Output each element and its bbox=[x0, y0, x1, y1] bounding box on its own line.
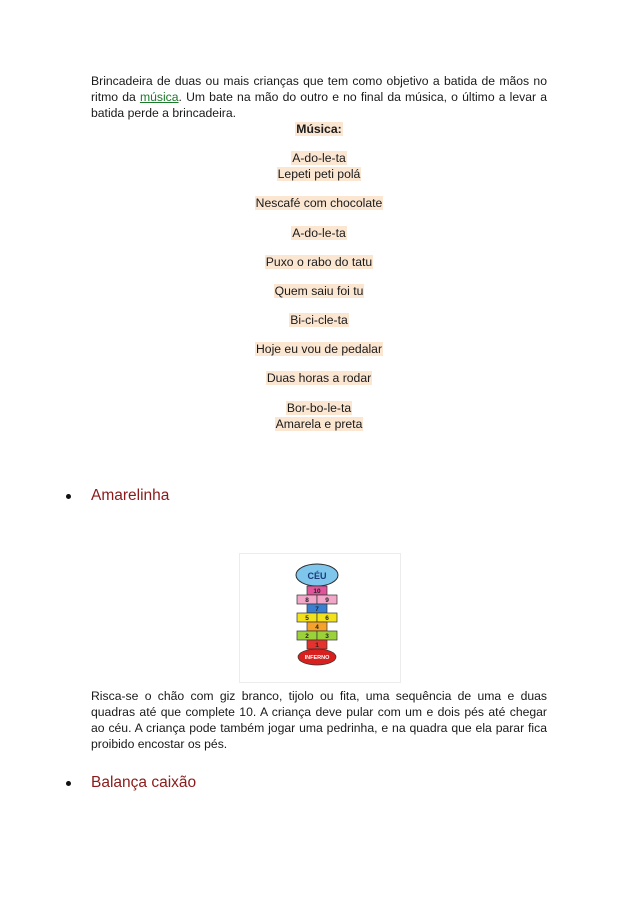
song-line: Bor-bo-le-ta bbox=[286, 401, 352, 415]
song-line: A-do-le-ta bbox=[292, 151, 346, 165]
section-heading: Balança caixão bbox=[91, 774, 197, 791]
section-heading: Amarelinha bbox=[91, 487, 170, 504]
song-line: Amarela e preta bbox=[275, 417, 363, 431]
section-balanca-caixao bbox=[66, 774, 196, 792]
sky-label: CÉU bbox=[307, 571, 327, 581]
song-line: Bi-ci-cle-ta bbox=[290, 313, 348, 327]
music-link[interactable]: música bbox=[139, 90, 179, 104]
square-number: 7 bbox=[315, 606, 319, 613]
square-number: 8 bbox=[305, 597, 309, 604]
hopscotch-image bbox=[239, 553, 401, 683]
square-number: 4 bbox=[315, 624, 319, 631]
song-line: Quem saiu foi tu bbox=[274, 284, 364, 298]
intro-text-before: Brincadeira de duas ou mais crianças que tem como objetivo a batida de mãos no ritmo da bbox=[91, 74, 547, 104]
section-amarelinha bbox=[66, 487, 169, 505]
song-line: Lepeti peti polá bbox=[277, 167, 361, 181]
intro-text-after: . Um bate na mão do outro e no final da música, o último a levar a batida perde a brincadeira. bbox=[91, 90, 547, 120]
square-number: 10 bbox=[313, 588, 321, 595]
song-line: A-do-le-ta bbox=[292, 226, 346, 240]
hopscotch-drawing bbox=[240, 554, 400, 682]
bullet-icon bbox=[66, 781, 71, 786]
square-number: 9 bbox=[325, 597, 329, 604]
square-number: 5 bbox=[305, 615, 309, 622]
square-number: 3 bbox=[325, 633, 329, 640]
song-line: Duas horas a rodar bbox=[266, 371, 372, 385]
song-title: Música: bbox=[296, 122, 342, 136]
intro-paragraph bbox=[91, 73, 547, 121]
square-number: 2 bbox=[305, 633, 309, 640]
song-line: Nescafé com chocolate bbox=[255, 196, 383, 210]
square-number: 1 bbox=[315, 642, 319, 649]
square-number: 6 bbox=[325, 615, 329, 622]
amarelinha-paragraph: Risca-se o chão com giz branco, tijolo ou fita, uma sequência de uma e duas quadras até que complete 10. A criança deve pular com um e dois pés até chegar ao céu. A criança pode também jogar uma pedrinha, e na quadra que ela parar fica proibido encostar os pés. bbox=[91, 689, 547, 751]
song-line: Puxo o rabo do tatu bbox=[265, 255, 373, 269]
song-line: Hoje eu vou de pedalar bbox=[255, 342, 383, 356]
hell-label: INFERNO bbox=[304, 655, 330, 661]
bullet-icon bbox=[66, 494, 71, 499]
